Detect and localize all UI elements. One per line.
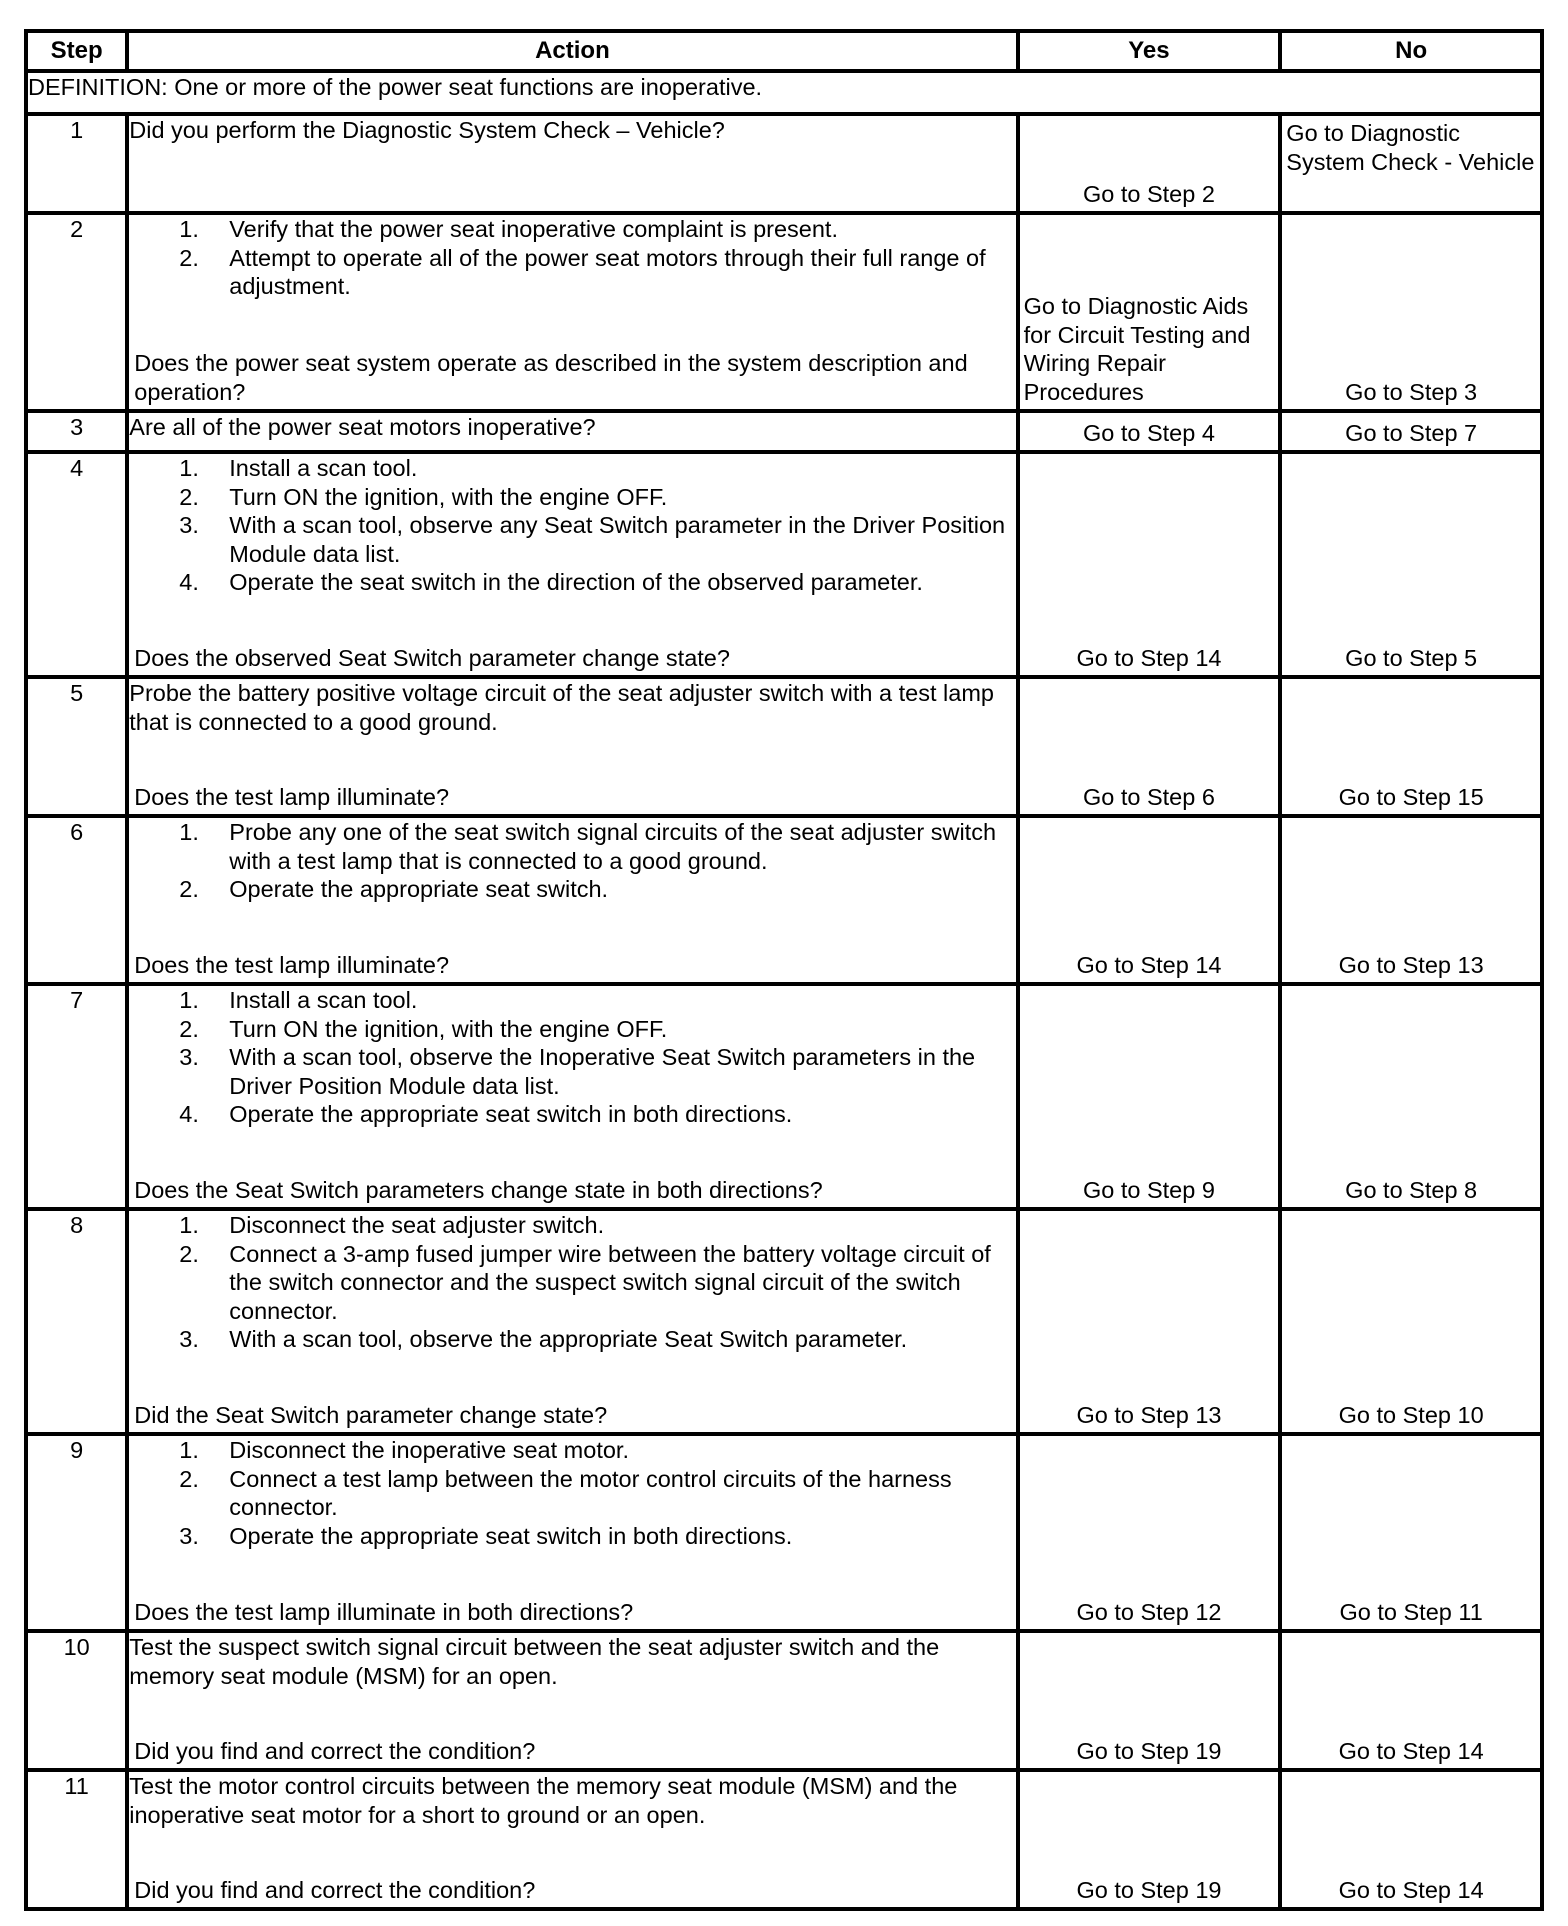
list-item [129,1211,1015,1240]
yes-cell [1018,1209,1281,1434]
item-number: 2. [179,1465,199,1492]
list-item [129,1325,1015,1354]
yes-text: Go to Step 12 [1076,1598,1222,1625]
list-item [129,1436,1015,1465]
table-row [26,213,1542,411]
yes-text: Go to Step 4 [1082,419,1215,446]
step-number: 6 [26,816,127,984]
item-text: Turn ON the ignition, with the engine OFF. [229,483,668,510]
definition-row [26,71,1542,114]
step-number: 9 [26,1434,127,1631]
no-cell [1280,114,1542,213]
yes-text: Go to Step 2 [1082,180,1215,207]
no-cell [1280,1209,1542,1434]
step-number: 10 [26,1631,127,1770]
item-text: Connect a test lamp between the motor control circuits of the harness connector. [229,1465,952,1520]
list-item [129,818,1015,875]
no-text: Go to Step 13 [1338,951,1484,978]
no-text: Go to Step 7 [1345,419,1478,446]
procedure-list [129,454,1015,597]
header-action: Action [127,31,1017,71]
procedure-list [129,1211,1015,1354]
item-text: Connect a 3-amp fused jumper wire between the battery voltage circuit of the switch connector and the suspect switch signal circuit of the switch connector. [229,1240,991,1324]
table-row [26,1209,1542,1434]
item-text: With a scan tool, observe any Seat Switch parameter in the Driver Position Module data list. [229,512,1006,567]
table-row [26,1434,1542,1631]
yes-cell [1018,677,1281,816]
question-text: Does the test lamp illuminate? [134,951,450,978]
question-text: Does the power seat system operate as described in the system description and operation? [134,350,968,405]
no-text: Go to Step 8 [1345,1176,1478,1203]
item-text: Disconnect the inoperative seat motor. [229,1437,629,1463]
yes-cell [1018,1631,1281,1770]
action-text: Are all of the power seat motors inoperative? [129,414,596,440]
action-text: Test the motor control circuits between the memory seat module (MSM) and the inoperative seat motor for a short to ground or an open. [129,1773,958,1828]
action-cell [127,1770,1017,1909]
item-number: 1. [179,1212,199,1238]
step-number: 3 [26,411,127,452]
item-text: Operate the appropriate seat switch. [229,876,609,902]
table-row [26,984,1542,1209]
header-yes: Yes [1018,31,1281,71]
yes-text: Go to Step 14 [1076,951,1222,978]
question-text: Does the Seat Switch parameters change state in both directions? [134,1176,823,1203]
list-item [129,215,1015,244]
no-cell [1280,816,1542,984]
item-text: Turn ON the ignition, with the engine OFF. [229,1015,668,1042]
no-text: Go to Step 15 [1338,783,1484,810]
item-number: 4. [179,1101,199,1127]
list-item [129,1015,1015,1044]
list-item [129,986,1015,1015]
item-text: Operate the appropriate seat switch in both directions. [229,1522,793,1549]
item-text: Verify that the power seat inoperative complaint is present. [229,216,838,242]
yes-text: Go to Step 6 [1082,783,1215,810]
no-text: Go to Step 14 [1338,1876,1484,1903]
no-cell [1280,984,1542,1209]
list-item [129,454,1015,483]
item-number: 2. [179,1015,199,1042]
item-text: Operate the seat switch in the direction of the observed parameter. [229,569,923,595]
action-cell [127,213,1017,411]
no-text: Go to Step 10 [1338,1401,1484,1428]
list-item [129,483,1015,512]
yes-cell [1018,984,1281,1209]
step-number: 1 [26,114,127,213]
no-cell [1280,1631,1542,1770]
procedure-list [129,986,1015,1129]
item-number: 1. [179,987,199,1013]
item-text: Install a scan tool. [229,987,418,1013]
table-row [26,411,1542,452]
list-item [129,1522,1015,1551]
action-cell [127,114,1017,213]
step-number: 2 [26,213,127,411]
yes-cell [1018,114,1281,213]
no-cell [1280,677,1542,816]
no-text: Go to Step 14 [1338,1737,1484,1764]
item-number: 2. [179,1240,199,1267]
no-cell [1280,1434,1542,1631]
list-item [129,1465,1015,1522]
action-cell [127,1631,1017,1770]
yes-text: Go to Step 19 [1076,1876,1222,1903]
step-number: 7 [26,984,127,1209]
list-item [129,1100,1015,1129]
header-no: No [1280,31,1542,71]
yes-cell [1018,1434,1281,1631]
item-text: Probe any one of the seat switch signal circuits of the seat adjuster switch with a test lamp that is connected to a good ground. [229,819,997,874]
yes-text: Go to Step 9 [1082,1176,1215,1203]
no-cell [1280,411,1542,452]
table-row [26,677,1542,816]
yes-text: Go to Diagnostic Aids for Circuit Testing and Wiring Repair Procedures [1023,293,1251,405]
yes-text: Go to Step 19 [1076,1737,1222,1764]
item-number: 1. [179,455,199,481]
item-number: 3. [179,1522,199,1549]
procedure-list [129,818,1015,904]
action-text: Test the suspect switch signal circuit between the seat adjuster switch and the memory seat module (MSM) for an open. [129,1634,940,1689]
yes-text: Go to Step 14 [1076,644,1222,671]
item-number: 3. [179,512,199,538]
action-cell [127,452,1017,677]
definition-text: DEFINITION: One or more of the power seat functions are inoperative. [26,71,1542,114]
action-cell [127,816,1017,984]
step-number: 8 [26,1209,127,1434]
header-step: Step [26,31,127,71]
item-number: 3. [179,1326,199,1352]
action-text: Did you perform the Diagnostic System Check – Vehicle? [129,117,725,143]
no-cell [1280,213,1542,411]
table-row [26,816,1542,984]
action-text: Probe the battery positive voltage circuit of the seat adjuster switch with a test lamp that is connected to a good ground. [129,680,994,735]
table-row [26,1631,1542,1770]
item-text: With a scan tool, observe the Inoperative Seat Switch parameters in the Driver Position Module data list. [229,1044,976,1099]
no-cell [1280,1770,1542,1909]
procedure-list [129,1436,1015,1550]
item-text: Operate the appropriate seat switch in both directions. [229,1101,793,1127]
procedure-list [129,215,1015,301]
item-text: Attempt to operate all of the power seat motors through their full range of adjustment. [229,244,986,299]
item-number: 2. [179,876,199,902]
question-text: Does the test lamp illuminate? [134,783,450,810]
no-text: Go to Step 3 [1345,378,1478,405]
yes-text: Go to Step 13 [1076,1401,1222,1428]
step-number: 4 [26,452,127,677]
question-text: Did you find and correct the condition? [134,1737,536,1764]
action-cell [127,411,1017,452]
action-cell [127,984,1017,1209]
no-text: Go to Step 11 [1339,1598,1483,1625]
list-item [129,875,1015,904]
no-cell [1280,452,1542,677]
table-row [26,1770,1542,1909]
yes-cell [1018,816,1281,984]
action-cell [127,1434,1017,1631]
question-text: Does the test lamp illuminate in both directions? [134,1598,634,1625]
yes-cell [1018,1770,1281,1909]
item-number: 2. [179,483,199,510]
no-text: Go to Step 5 [1345,644,1478,671]
step-number: 5 [26,677,127,816]
question-text: Does the observed Seat Switch parameter change state? [134,644,730,671]
item-number: 2. [179,244,199,271]
item-number: 4. [179,569,199,595]
question-text: Did the Seat Switch parameter change state? [134,1401,608,1428]
no-text: Go to Diagnostic System Check - Vehicle [1286,120,1535,175]
item-text: Install a scan tool. [229,455,418,481]
item-text: Disconnect the seat adjuster switch. [229,1212,605,1238]
item-text: With a scan tool, observe the appropriate Seat Switch parameter. [229,1326,908,1352]
action-cell [127,1209,1017,1434]
list-item [129,568,1015,597]
list-item [129,1240,1015,1326]
question-text: Did you find and correct the condition? [134,1876,536,1903]
item-number: 1. [179,819,199,845]
item-number: 1. [179,1437,199,1463]
diagnostic-table [24,29,1544,1911]
table-row [26,452,1542,677]
table-row [26,114,1542,213]
item-number: 1. [179,216,199,242]
yes-cell [1018,411,1281,452]
item-number: 3. [179,1044,199,1070]
list-item [129,244,1015,301]
yes-cell [1018,452,1281,677]
list-item [129,511,1015,568]
list-item [129,1043,1015,1100]
yes-cell [1018,213,1281,411]
header-row [26,31,1542,71]
step-number: 11 [26,1770,127,1909]
action-cell [127,677,1017,816]
